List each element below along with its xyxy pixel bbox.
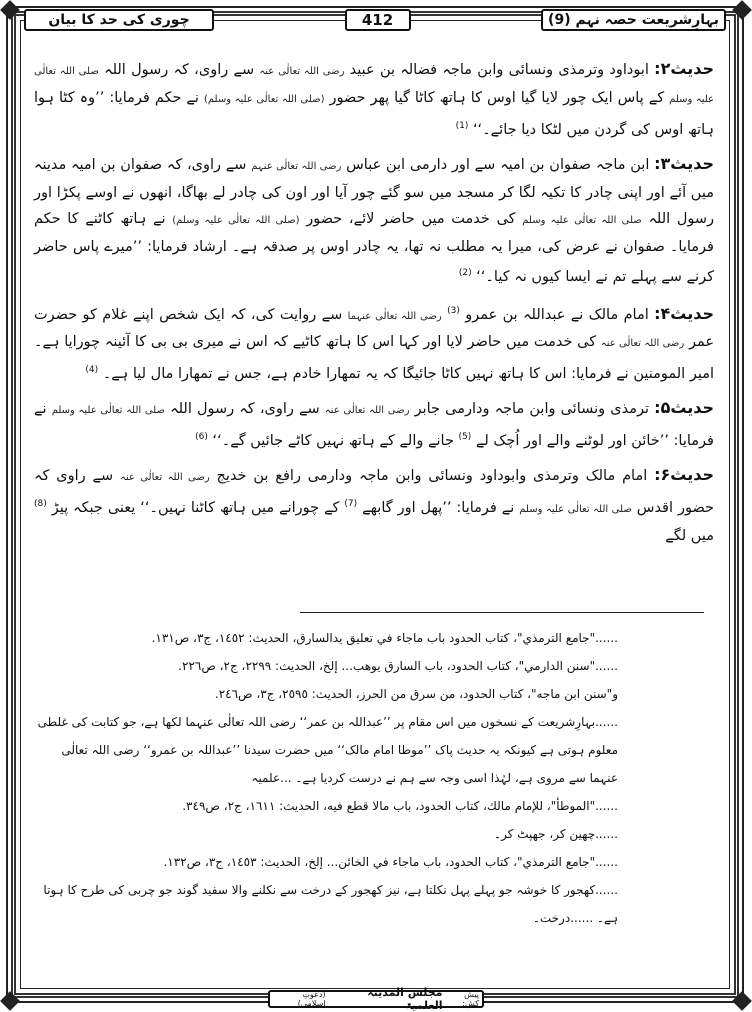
page-header — [24, 6, 726, 34]
footnote-leader: ...... — [595, 855, 618, 869]
footnote-text: "جامع الترمذي"، كتاب الحدود، باب ماجاء في الخائن... إلخ، الحديث: ١٤٥٣، ج٣، ص١٣٢. — [163, 855, 596, 869]
footnote-text: چھین کر، جھپٹ کر۔ — [494, 827, 596, 841]
hadith-text: نے فرمایا: ’’پھل اور گابھے — [362, 499, 515, 516]
honorific: رضی اللہ تعالٰی عنہما — [347, 310, 442, 322]
hadith-text: نے ہاتھ کاٹنے کا حکم فرمایا۔ صفوان نے عرض کی، میرا یہ مطلب نہ تھا، یہ چادر اوس پر صدقہ ہے۔ ارشاد فرمایا: ’’میرے پاس حاضر کرنے سے پہلے تم نے ایسا کیوں نہ کیا۔‘‘ — [34, 210, 714, 285]
hadith-text: امام مالک وترمذی وابوداود ونسائی وابن ماجہ ودارمی رافع بن خدیج — [216, 468, 648, 485]
publisher-name: مجلس المدینۃ العلمیۃ — [367, 986, 443, 1012]
honorific: (صلی اللہ تعالٰی علیہ وسلم) — [172, 214, 300, 226]
honorific: رضی اللہ تعالٰی عنہم — [251, 160, 342, 172]
hadith-text: کے چورانے میں ہاتھ کاٹنا نہیں۔‘‘ یعنی جبکہ پیڑ — [51, 499, 340, 516]
footnote-5 — [34, 820, 714, 848]
hadith-4 — [34, 298, 714, 388]
honorific: رضی اللہ تعالٰی عنہ — [119, 472, 210, 484]
footer-prefix: پیش کش: — [462, 990, 479, 1008]
hadith-text: سے راوی، کہ رسول اللہ — [170, 401, 320, 418]
footnote-leader: ...... — [595, 799, 618, 813]
hadith-text: کی خدمت میں حاضر لایا اور کہا اس کا ہاتھ کاٹیے کہ اس نے میری بی بی کا آئینہ چورایا ہے۔ امیر المومنین نے فرمایا: اس کا ہاتھ نہیں کاٹا جائیگا کہ یہ تمھارا خادم ہے، جس نے تمھارا مال لیا ہے۔ — [34, 334, 714, 383]
footnote-ref[interactable]: (8) — [34, 499, 47, 510]
footnote-text: "جامع الترمذي"، كتاب الحدود باب ماجاء في تعليق يدالسارق، الحديث: ١٤٥٢، ج٣، ص١٣١. — [151, 631, 596, 645]
hadith-text: سے راوی، کہ رسول اللہ — [104, 62, 255, 78]
hadith-text: جانے والے کے ہاتھ نہیں کاٹے جائیں گے۔‘‘ — [212, 433, 454, 450]
footnote-leader: ...... — [595, 631, 618, 645]
footnote-2b — [34, 680, 714, 708]
footnote-4 — [34, 792, 714, 820]
footnote-6 — [34, 848, 714, 876]
honorific: صلی اللہ تعالٰی علیہ وسلم — [519, 503, 632, 515]
hadith-text: سے روایت کی، کہ ایک شخص اپنے غلام کو حضرت عمر — [34, 306, 715, 351]
footnote-leader: ...... — [595, 827, 618, 841]
footnote-text: بہارِشریعت کے نسخوں میں اس مقام پر ’’عبداللہ بن عمر‘‘ رضی اللہ تعالٰی عنہما لکھا ہے، جو کتابت کی غلطی معلوم ہوتی ہے کیونکہ یہ حدیث پاک ’’موطا امام مالک‘‘ میں حضرت سیدنا ’’عبداللہ بن عمرو‘‘ رضی اللہ تعالٰی عنہما سے مروی ہے، لہٰذا اسی وجہ سے ہم نے درست کردیا ہے۔ ...علمیہ — [37, 715, 618, 785]
footnote-leader: ...... — [595, 883, 618, 897]
hadith-text: سے راوی، کہ صفوان بن امیہ مدینہ میں آئے اور اپنی چادر کا تکیہ لگا کر مسجد میں سو گئے چور آیا اور اون کی چادر لے بھاگا، انھوں نے اوسے پکڑا اور رسول اللہ — [34, 156, 715, 227]
footnote-text: کھجور کا خوشہ جو پہلے پہل نکلتا ہے، نیز کھجور کے درخت سے نکلنے والا سفید گوند جو چربی کی طرح کا ہوتا ہے۔ ......درخت۔ — [43, 883, 618, 925]
hadith-text: ترمذی ونسائی وابن ماجہ ودارمی جابر — [414, 401, 650, 418]
footnote-7 — [34, 876, 714, 932]
page-number: 412 — [345, 9, 411, 31]
hadith-label: حدیث۶: — [654, 465, 715, 485]
honorific: رضی اللہ تعالٰی عنہ — [600, 338, 685, 350]
footnote-1 — [34, 624, 714, 652]
hadith-2 — [34, 56, 714, 143]
honorific: صلی اللہ تعالٰی علیہ وسلم — [522, 214, 642, 226]
footnote-text: "الموطأ"، للإمام مالك، كتاب الحدود، باب مالا قطع فيه، الحديث: ١٦١١، ج٢، ص٣٤٩. — [182, 799, 596, 813]
hadith-text: نے فرمایا: ’’خائن اور لوٹنے والے اور اُچک لے — [34, 401, 714, 450]
hadith-text: کی خدمت میں حاضر لائے، حضور — [306, 210, 516, 227]
honorific: صلی اللہ تعالٰی علیہ وسلم — [34, 66, 714, 105]
footnote-text: "سنن الدارمي"، كتاب الحدود، باب السارق يوهب... إلخ، الحديث: ٢٢٩٩، ج٢، ص٢٢٦. — [178, 659, 596, 673]
hadith-text: امام مالک نے عبداللہ بن عمرو — [465, 306, 649, 323]
footnote-leader: ...... — [595, 659, 618, 673]
footnote-divider — [300, 612, 704, 613]
honorific: صلی اللہ تعالٰی علیہ وسلم — [51, 405, 165, 417]
footnote-ref[interactable]: (2) — [458, 267, 472, 278]
honorific: رضی اللہ تعالٰی عنہ — [324, 405, 410, 417]
footnote-ref[interactable]: (4) — [85, 365, 99, 376]
footnote-2 — [34, 652, 714, 680]
hadith-6 — [34, 462, 714, 549]
footnote-ref[interactable]: (6) — [195, 432, 208, 443]
hadith-label: حدیث۳: — [654, 153, 715, 173]
footer-suffix: (دعوتِ اسلامی) — [297, 990, 326, 1008]
footnote-3 — [34, 708, 714, 792]
footnotes — [34, 624, 714, 932]
hadith-label: حدیث۴: — [654, 303, 715, 323]
hadith-text: میں لگے — [665, 527, 714, 544]
hadith-text: ابوداود وترمذی ونسائی وابن ماجہ فضالہ بن عبید — [349, 62, 649, 78]
hadith-5 — [34, 395, 714, 454]
footnote-ref[interactable]: (7) — [344, 499, 358, 510]
hadith-text: سے راوی کہ حضور اقدس — [34, 468, 714, 516]
hadith-text: نے حکم فرمایا: ’’وہ کٹا ہوا ہاتھ اوس کی گردن میں لٹکا دیا جائے۔‘‘ — [34, 90, 714, 138]
footnote-leader: ...... — [595, 715, 618, 729]
hadith-text: کے پاس ایک چور لایا گیا اوس کا ہاتھ کاٹا گیا پھر حضور — [329, 90, 665, 106]
footnote-ref[interactable]: (3) — [447, 305, 460, 316]
main-text — [34, 56, 714, 557]
hadith-text: ابن ماجہ صفوان بن امیہ سے اور دارمی ابن عباس — [346, 156, 650, 173]
hadith-3 — [34, 151, 714, 290]
chapter-title: بہارِشریعت حصہ نہم (9) — [541, 9, 726, 31]
honorific: رضی اللہ تعالٰی عنہ — [259, 66, 345, 77]
page-footer — [268, 986, 484, 1012]
honorific: (صلی اللہ تعالٰی علیہ وسلم) — [203, 94, 325, 105]
footnote-ref[interactable]: (1) — [455, 121, 469, 131]
section-title: چوری کی حد کا بیان — [24, 9, 214, 31]
footnote-text: و"سنن ابن ماجه"، كتاب الحدود، من سرق من الحرز، الحديث: ٢٥٩٥، ج٣، ص٢٤٦. — [214, 687, 618, 701]
hadith-label: حدیث۲: — [654, 59, 715, 78]
footnote-ref[interactable]: (5) — [458, 432, 472, 443]
hadith-label: حدیث۵: — [654, 398, 715, 418]
